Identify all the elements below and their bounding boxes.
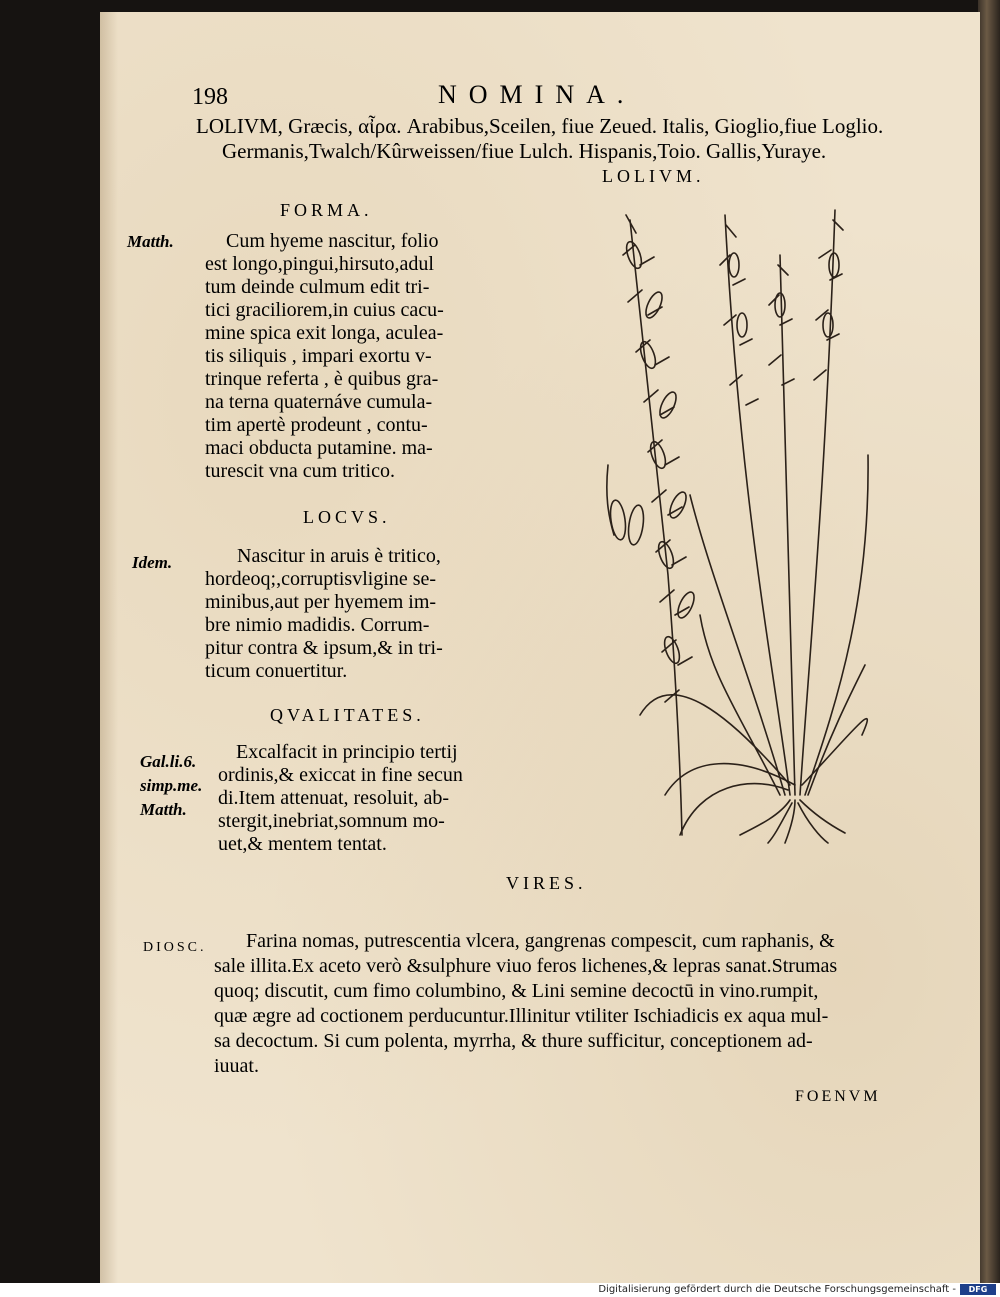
dfg-logo: DFG	[960, 1284, 996, 1295]
page-number: 198	[192, 84, 228, 110]
qualitates-line: stergit,inebriat,somnum mo-	[218, 810, 445, 832]
margin-note-qualitates: simp.me.	[140, 776, 203, 795]
forma-line: turescit vna cum tritico.	[205, 460, 395, 482]
locus-line: bre nimio madidis. Corrum-	[205, 614, 430, 636]
forma-line: trinque referta , è quibus gra-	[205, 368, 439, 390]
forma-line: Cum hyeme nascitur, folio	[226, 230, 439, 252]
locus-line: pitur contra & ipsum,& in tri-	[205, 637, 443, 659]
locus-line: ticum conuertitur.	[205, 660, 348, 682]
qualitates-line: di.Item attenuat, resoluit, ab-	[218, 787, 450, 809]
running-head: NOMINA.	[438, 80, 636, 109]
names-line-2: Germanis,Twalch/Kûrweissen/fiue Lulch. Hispanis,Toio. Gallis,Yuraye.	[222, 139, 827, 163]
qualitates-line: ordinis,& exiccat in fine secun	[218, 764, 463, 786]
qualitates-line: Excalfacit in principio tertij	[236, 741, 458, 763]
qualitates-line: uet,& mentem tentat.	[218, 833, 387, 855]
forma-line: mine spica exit longa, aculea-	[205, 322, 444, 344]
forma-line: tum deinde culmum edit tri-	[205, 276, 430, 298]
section-heading-locus: LOCVS.	[303, 507, 391, 527]
margin-note-vires: DIOSC.	[143, 940, 207, 955]
vires-line: quæ ægre ad coctionem perducuntur.Illinitur vtiliter Ischiadicis ex aqua mul-	[214, 1005, 829, 1027]
margin-note-forma: Matth.	[127, 232, 174, 251]
forma-line: tim apertè prodeunt , contu-	[205, 414, 428, 436]
vires-line: sa decoctum. Si cum polenta, myrrha, & thure sufficitur, conceptionem ad-	[214, 1030, 813, 1052]
margin-note-locus: Idem.	[132, 553, 173, 572]
vires-line: iuuat.	[214, 1055, 259, 1077]
vires-line: Farina nomas, putrescentia vlcera, gangrenas compescit, cum raphanis, &	[246, 930, 835, 952]
locus-line: hordeoq;,corruptisvligine se-	[205, 568, 437, 590]
catchword: FOENVM	[795, 1088, 881, 1105]
lolium-woodcut-illustration	[490, 195, 870, 845]
page-edge	[978, 0, 1000, 1283]
locus-line: minibus,aut per hyemem im-	[205, 591, 437, 613]
footer-credit: Digitalisierung gefördert durch die Deutsche Forschungsgemeinschaft -	[598, 1284, 956, 1295]
margin-note-qualitates: Matth.	[140, 800, 187, 819]
margin-note-qualitates: Gal.li.6.	[140, 752, 197, 771]
vires-line: quoq; discutit, cum fimo columbino, & Lini semine decoctū in vino.rumpit,	[214, 980, 819, 1002]
section-heading-qualitates: QVALITATES.	[270, 705, 425, 725]
section-heading-forma: FORMA.	[280, 200, 373, 220]
forma-line: na terna quaternáve cumula-	[205, 391, 433, 413]
forma-line: tici graciliorem,in cuius cacu-	[205, 299, 444, 321]
vires-line: sale illita.Ex aceto verò &sulphure viuo feros lichenes,& lepras sanat.Strumas	[214, 955, 838, 977]
names-line-1: LOLIVM, Græcis, αἶρα. Arabibus,Sceilen, fiue Zeued. Italis, Gioglio,fiue Loglio.	[196, 114, 884, 138]
plate-caption: LOLIVM.	[602, 166, 705, 186]
locus-line: Nascitur in aruis è tritico,	[237, 545, 441, 567]
forma-line: tis siliquis , impari exortu v-	[205, 345, 432, 367]
forma-line: est longo,pingui,hirsuto,adul	[205, 253, 434, 275]
section-heading-vires: VIRES.	[506, 873, 587, 893]
forma-line: maci obducta putamine. ma-	[205, 437, 433, 459]
